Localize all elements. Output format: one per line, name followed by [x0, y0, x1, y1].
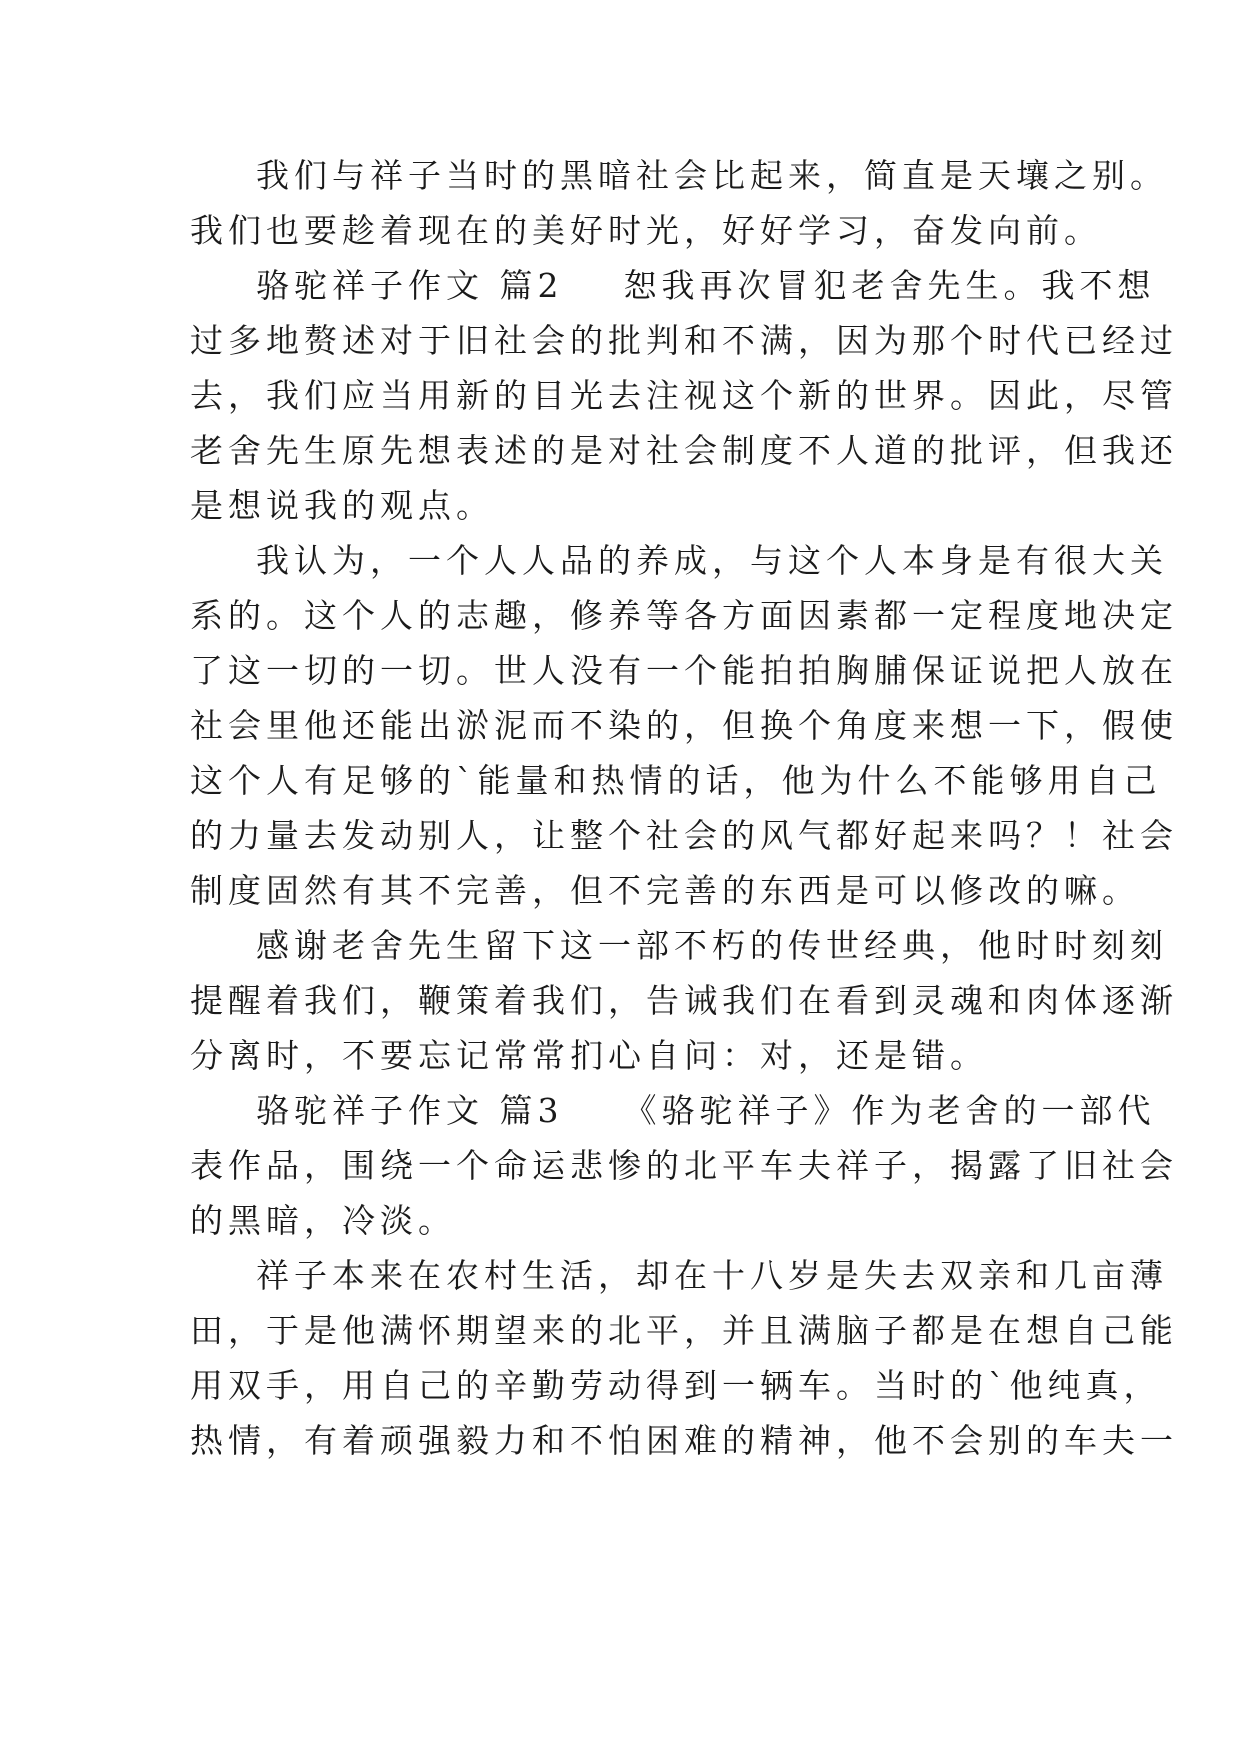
- paragraph-line: 的黑暗，冷淡。: [190, 1201, 456, 1240]
- paragraph-line: 热情，有着顽强毅力和不怕困难的精神，他不会别的车夫一: [190, 1421, 1178, 1460]
- paragraph-line: 用双手，用自己的辛勤劳动得到一辆车。当时的`他纯真，: [190, 1366, 1162, 1405]
- paragraph-line: 社会里他还能出淤泥而不染的，但换个角度来想一下，假使: [190, 706, 1178, 745]
- paragraph-line: 提醒着我们，鞭策着我们，告诫我们在看到灵魂和肉体逐渐: [190, 981, 1178, 1020]
- paragraph-line: 祥子本来在农村生活，却在十八岁是失去双亲和几亩薄: [256, 1256, 1168, 1295]
- paragraph-line: 我们也要趁着现在的美好时光，好好学习，奋发向前。: [190, 211, 1102, 250]
- section-heading: 骆驼祥子作文 篇3: [256, 1091, 564, 1130]
- paragraph-line: 感谢老舍先生留下这一部不朽的传世经典，他时时刻刻: [256, 926, 1168, 965]
- paragraph-line: 老舍先生原先想表述的是对社会制度不人道的批评，但我还: [190, 431, 1178, 470]
- paragraph-line: 我认为，一个人人品的养成，与这个人本身是有很大关: [256, 541, 1168, 580]
- paragraph-line: 制度固然有其不完善，但不完善的东西是可以修改的嘛。: [190, 871, 1140, 910]
- paragraph-line: 表作品，围绕一个命运悲惨的北平车夫祥子，揭露了旧社会: [190, 1146, 1178, 1185]
- paragraph-line: 分离时，不要忘记常常扪心自问：对，还是错。: [190, 1036, 988, 1075]
- paragraph-line: 去，我们应当用新的目光去注视这个新的世界。因此，尽管: [190, 376, 1178, 415]
- paragraph-line: 系的。这个人的志趣，修养等各方面因素都一定程度地决定: [190, 596, 1178, 635]
- paragraph-line: 这个人有足够的`能量和热情的话，他为什么不能够用自己: [190, 761, 1162, 800]
- section-heading-line: [256, 1091, 1156, 1131]
- paragraph-line: 的力量去发动别人，让整个社会的风气都好起来吗？！社会: [190, 816, 1178, 855]
- section-heading-line: [256, 266, 1156, 306]
- paragraph-line: 我们与祥子当时的黑暗社会比起来，简直是天壤之别。: [256, 156, 1168, 195]
- paragraph-line: 过多地赘述对于旧社会的批判和不满，因为那个时代已经过: [190, 321, 1178, 360]
- paragraph-line: 田，于是他满怀期望来的北平，并且满脑子都是在想自己能: [190, 1311, 1178, 1350]
- section-heading: 骆驼祥子作文 篇2: [256, 266, 564, 305]
- paragraph-text: 恕我再次冒犯老舍先生。我不想: [623, 266, 1156, 305]
- paragraph-line: 是想说我的观点。: [190, 486, 494, 525]
- paragraph-text: 《骆驼祥子》作为老舍的一部代: [623, 1091, 1156, 1130]
- paragraph-line: 了这一切的一切。世人没有一个能拍拍胸脯保证说把人放在: [190, 651, 1178, 690]
